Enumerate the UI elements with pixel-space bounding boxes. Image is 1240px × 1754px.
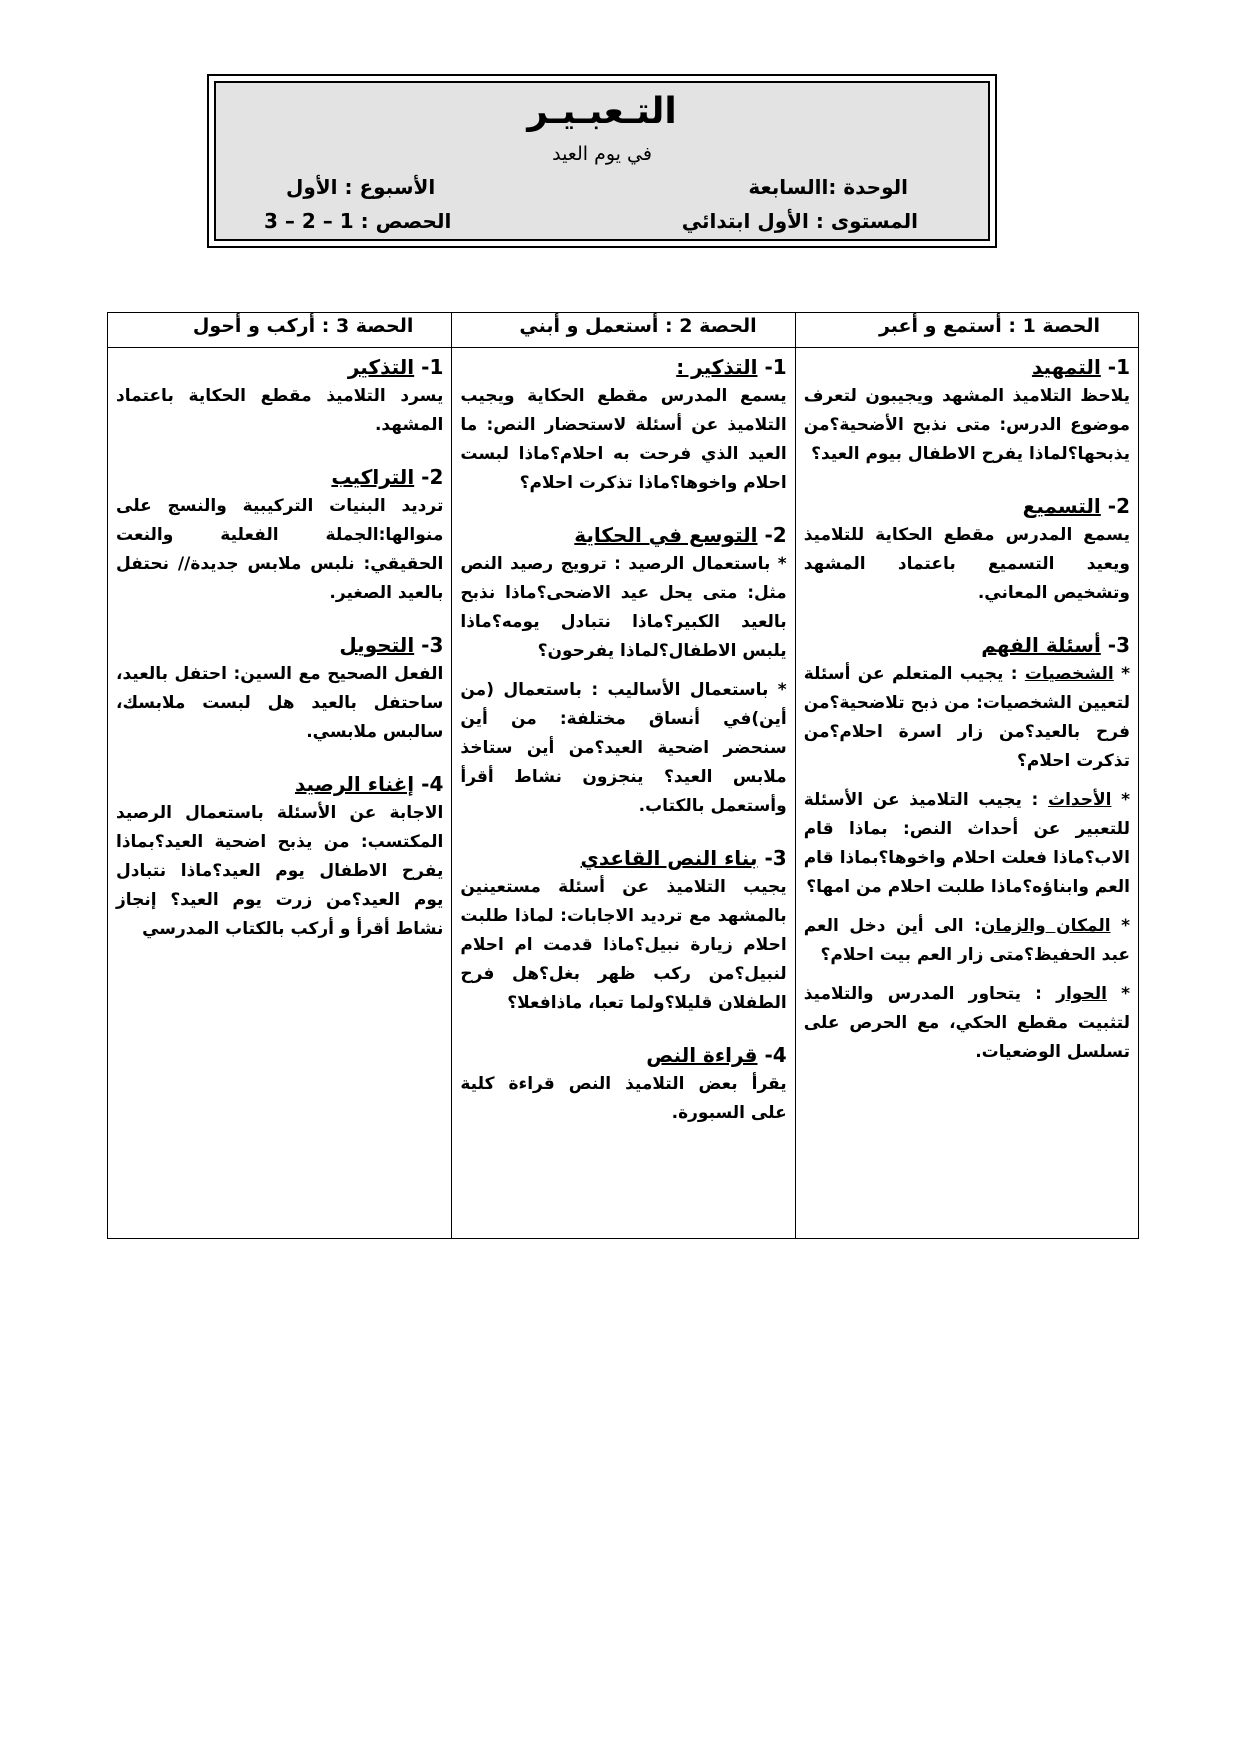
section-title <box>116 630 443 660</box>
paragraph-label: الأحداث <box>1047 790 1112 810</box>
table-body-row <box>108 348 1139 1239</box>
section-paragraph <box>804 912 1130 970</box>
lesson-section <box>460 520 786 821</box>
section-paragraph <box>460 873 786 1018</box>
section-title <box>804 630 1130 660</box>
paragraph-text: باستعمال الأساليب : باستعمال (من أين)في أنساق مختلفة: من أين سنحضر اضحية العيد؟من أين ستاخذ ملابس العيد؟ ينجزون نشاط أقرأ وأستعمل بالكتاب. <box>460 680 787 816</box>
section-number: 2- <box>1107 494 1130 518</box>
lesson-section <box>460 1040 786 1128</box>
section-title-text: التوسع في الحكاية <box>574 523 758 547</box>
section-title <box>460 843 786 873</box>
section-number: 1- <box>1107 355 1130 379</box>
section-number: 3- <box>764 846 787 870</box>
section-paragraph <box>116 492 443 608</box>
section-number: 2- <box>764 523 787 547</box>
lesson-table <box>107 312 1139 1239</box>
paragraph-text: : يجيب التلاميذ عن الأسئلة للتعبير عن أحداث النص: بماذا قام الاب؟ماذا فعلت احلام واخوها؟بماذا قام العم وابناؤه؟ماذا طلبت احلام من امها؟ <box>803 790 1130 897</box>
level-label: المستوى : الأول ابتدائي <box>681 209 918 233</box>
session-cell <box>795 348 1138 1239</box>
paragraph-text: الفعل الصحيح مع السين: احتفل بالعيد، ساحتفل بالعيد هل لبست ملابسك، سالبس ملابسي. <box>116 664 444 742</box>
section-paragraph <box>460 382 786 498</box>
paragraph-text: يسمع المدرس مقطع الحكاية ويجيب التلاميذ عن أسئلة لاستحضار النص: ما العيد الذي فرحت به احلام؟ماذا لبست احلام واخوها؟ماذا تذكرت احلام؟ <box>460 386 787 493</box>
section-number: 4- <box>764 1043 787 1067</box>
paragraph-text: الاجابة عن الأسئلة باستعمال الرصيد المكتسب: من يذبح اضحية العيد؟بماذا يفرح الاطفال يوم العيد؟ماذا نتبادل يوم العيد؟من زرت يوم العيد؟ إنجاز نشاط أقرأ و أركب بالكتاب المدرسي <box>116 803 444 939</box>
bullet-mark: * <box>1111 790 1130 810</box>
session-cell <box>452 348 795 1239</box>
paragraph-text: باستعمال الرصيد : ترويج رصيد النص مثل: متى يحل عيد الاضحى؟ماذا نذبح بالعيد الكبير؟ماذا نتبادل يومه؟ماذا يلبس الاطفال؟لماذا يفرحون؟ <box>460 554 787 661</box>
section-number: 3- <box>421 633 444 657</box>
bullet-mark: * <box>1113 664 1130 684</box>
section-title <box>116 352 443 382</box>
column-heading: الحصة 3 : أركب و أحول <box>108 313 452 348</box>
section-number: 2- <box>421 465 444 489</box>
section-title <box>460 520 786 550</box>
page-title: التـعبـيـر <box>527 91 677 132</box>
bullet-mark: * <box>770 554 787 574</box>
paragraph-text: يلاحظ التلاميذ المشهد ويجيبون لتعرف موضوع الدرس: متى نذبح الأضحية؟من يذبحها؟لماذا يفرح الاطفال بيوم العيد؟ <box>803 386 1130 464</box>
section-paragraph <box>116 382 443 440</box>
section-title-text: التحويل <box>339 633 415 657</box>
section-number: 3- <box>1107 633 1130 657</box>
section-paragraph <box>116 660 443 747</box>
paragraph-label: المكان والزمان <box>980 916 1111 936</box>
section-number: 1- <box>421 355 444 379</box>
lesson-section <box>804 491 1130 608</box>
section-paragraph <box>804 660 1130 776</box>
paragraph-text: : يجيب المتعلم عن أسئلة لتعيين الشخصيات: من ذبح تلاضحية؟من فرح بالعيد؟من زار اسرة احلام؟من تذكرت احلام؟ <box>803 664 1130 771</box>
sessions-label: الحصص : 1 – 2 – 3 <box>264 209 452 233</box>
section-title-text: قراءة النص <box>646 1043 758 1067</box>
paragraph-label: الحوار <box>1056 984 1107 1004</box>
header-box <box>207 74 997 248</box>
section-paragraph <box>804 382 1130 469</box>
lesson-section <box>116 352 443 440</box>
paragraph-text: ترديد البنيات التركيبية والنسج على منوالها:الجملة الفعلية والنعت الحقيقي: نلبس ملابس جديدة// نحتفل بالعيد الصغير. <box>116 496 444 603</box>
section-number: 4- <box>421 772 444 796</box>
page-subtitle: في يوم العيد <box>552 143 652 165</box>
paragraph-text: : يتحاور المدرس والتلاميذ لتثبيت مقطع الحكي، مع الحرص على تسلسل الوضعيات. <box>803 984 1130 1062</box>
section-title-text: التذكير : <box>676 355 758 379</box>
paragraph-text: يسمع المدرس مقطع الحكاية للتلاميذ ويعيد التسميع باعتماد المشهد وتشخيص المعاني. <box>803 525 1130 603</box>
week-label: الأسبوع : الأول <box>286 175 436 199</box>
section-paragraph <box>804 521 1130 608</box>
section-title <box>804 352 1130 382</box>
section-paragraph <box>116 799 443 944</box>
section-title-text: أسئلة الفهم <box>981 633 1101 657</box>
lesson-section <box>460 352 786 498</box>
section-title-text: بناء النص القاعدي <box>580 846 758 870</box>
section-title <box>460 352 786 382</box>
column-heading: الحصة 1 : أستمع و أعبر <box>795 313 1138 348</box>
table-header-row <box>108 313 1139 348</box>
section-title <box>116 462 443 492</box>
lesson-section <box>116 630 443 747</box>
unit-label: الوحدة :االسابعة <box>748 175 908 199</box>
section-paragraph <box>804 786 1130 902</box>
lesson-section <box>460 843 786 1018</box>
paragraph-text: يسرد التلاميذ مقطع الحكاية باعتماد المشهد. <box>116 386 444 435</box>
lesson-section <box>804 630 1130 1067</box>
lesson-section <box>116 462 443 608</box>
bullet-mark: * <box>1110 916 1130 936</box>
section-title <box>116 769 443 799</box>
section-paragraph <box>460 1070 786 1128</box>
paragraph-text: يجيب التلاميذ عن أسئلة مستعينين بالمشهد مع ترديد الاجابات: لماذا طلبت احلام زيارة نبيل؟ماذا قدمت ام احلام لنبيل؟من ركب ظهر بغل؟هل فرح الطفلان قليلا؟ولما تعبا، ماذافعلا؟ <box>460 877 787 1013</box>
section-title-text: إغناء الرصيد <box>294 772 415 796</box>
header-inner <box>214 81 990 241</box>
paragraph-text: : الى أين دخل العم عبد الحفيظ؟متى زار العم بيت احلام؟ <box>803 916 1130 965</box>
section-paragraph <box>460 676 786 821</box>
column-heading: الحصة 2 : أستعمل و أبني <box>452 313 795 348</box>
section-title-text: التراكيب <box>331 465 415 489</box>
section-title-text: التذكير <box>347 355 415 379</box>
section-title <box>460 1040 786 1070</box>
section-title <box>804 491 1130 521</box>
section-paragraph <box>460 550 786 666</box>
bullet-mark: * <box>768 680 787 700</box>
section-number: 1- <box>764 355 787 379</box>
lesson-section <box>804 352 1130 469</box>
section-paragraph <box>804 980 1130 1067</box>
session-cell <box>108 348 452 1239</box>
paragraph-text: يقرأ بعض التلاميذ النص قراءة كلية على السبورة. <box>460 1074 787 1123</box>
section-title-text: التمهيد <box>1031 355 1101 379</box>
section-title-text: التسميع <box>1022 494 1101 518</box>
paragraph-label: الشخصيات <box>1024 664 1114 684</box>
bullet-mark: * <box>1106 984 1130 1004</box>
lesson-section <box>116 769 443 944</box>
